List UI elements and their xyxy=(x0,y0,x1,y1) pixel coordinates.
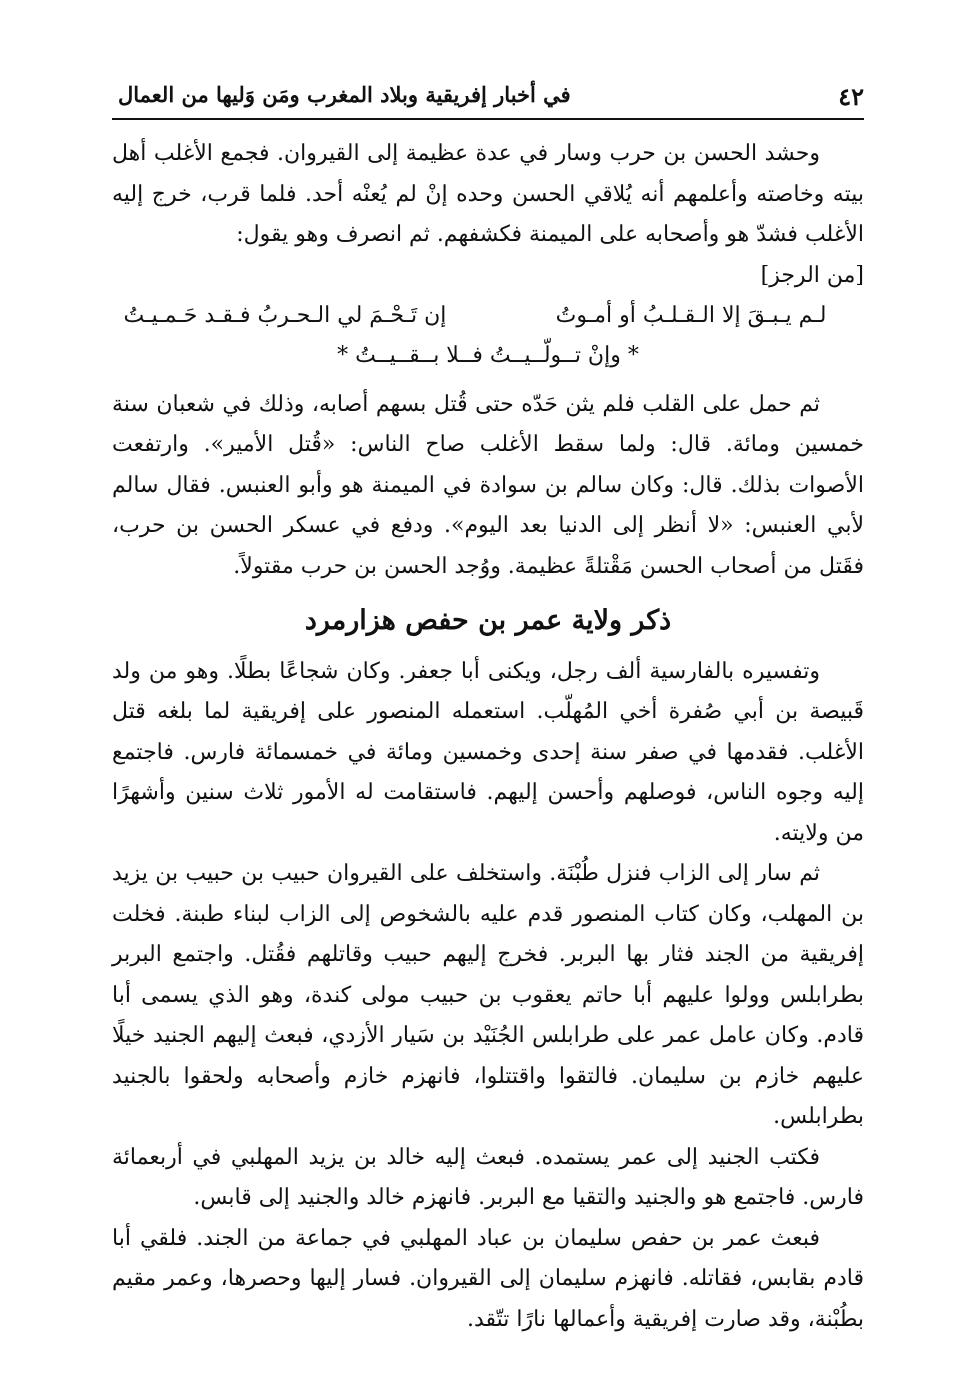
paragraph: ثم حمل على القلب فلم يثن حَدّه حتى قُتل بسهم أصابه، وذلك في شعبان سنة خمسين ومائة. قال: ولما سقط الأغلب صاح الناس: «قُتل الأمير». وارتفعت الأصوات بذلك. قال: وكان سالم بن سوادة في الميمنة هو وأبو العنبس. فقال سالم لأبي العنبس: «لا أنظر إلى الدنيا بعد اليوم». ودفع في عسكر الحسن بن حرب، فقَتل من أصحاب الحسن مَقْتلةً عظيمة. ووُجد الحسن بن حرب مقتولاً. xyxy=(112,391,864,579)
paragraph: فكتب الجنيد إلى عمر يستمده. فبعث إليه خالد بن يزيد المهلبي في أربعمائة فارس. فاجتمع هو والجنيد والتقيا مع البربر. فانهزم خالد والجنيد إلى قابس. xyxy=(112,1144,864,1210)
paragraph: فبعث عمر بن حفص سليمان بن عباد المهلبي في جماعة من الجند. فلقي أبا قادم بقابس، فقاتله. فانهزم سليمان إلى القيروان. فسار إليها وحصرها، وعمر مقيم بطُبْنة، وقد صارت إفريقية وأعمالها نارًا تتّقد. xyxy=(112,1225,864,1332)
page-body xyxy=(112,134,864,1340)
paragraph: وحشد الحسن بن حرب وسار في عدة عظيمة إلى القيروان. فجمع الأغلب أهل بيته وخاصته وأعلمهم أنه يُلاقي الحسن وحده إنْ لم يُعنْه أحد. فلما قرب، خرج إليه الأغلب فشدّ هو وأصحابه على الميمنة فكشفهم. ثم انصرف وهو يقول: xyxy=(112,141,864,247)
page-header xyxy=(112,78,864,120)
verse-hemistich: إن تَـحْـمَ لي الـحـربُ فـقـد حَـمـيـتُ xyxy=(123,303,447,328)
paragraph: وتفسيره بالفارسية ألف رجل، ويكنى أبا جعفر. وكان شجاعًا بطلًا. وهو من ولد قَبيصة بن أبي صُفرة أخي المُهلّب. استعمله المنصور على إفريقية لما بلغه قتل الأغلب. فقدمها في صفر سنة إحدى وخمسين ومائة في خمسمائة فارس. فاجتمع إليه وجوه الناس، فوصلهم وأحسن إليهم. فاستقامت له الأمور ثلاث سنين وأشهرًا من ولايته. xyxy=(112,658,865,846)
paragraph: ثم سار إلى الزاب فنزل طُبْنَة. واستخلف على القيروان حبيب بن حبيب بن يزيد بن المهلب، وكان كتاب المنصور قدم عليه بالشخوص إلى الزاب لبناء طبنة. فخلت إفريقية من الجند فثار بها البربر. فخرج إليهم حبيب وقاتلهم فقُتل. واجتمع البربر بطرابلس وولوا عليهم أبا حاتم يعقوب بن حبيب مولى كندة، وهو الذي يسمى أبا قادم. وكان عامل عمر على طرابلس الجُنَيْد بن سَيار الأزدي، فبعث إليهم الجنيد خيلًا عليهم خازم بن سليمان. فالتقوا واقتتلوا، فانهزم خازم وأصحابه ولحقوا بالجنيد بطرابلس. xyxy=(112,861,864,1129)
verse-line xyxy=(112,296,864,336)
verse-hemistich: لـم يـبـقَ إلا الـقـلـبُ أو أمـوتُ xyxy=(555,303,827,328)
running-title: في أخبار إفريقية وبلاد المغرب ومَن وَليها من العمال xyxy=(118,82,571,107)
section-heading: ذكر ولاية عمر بن حفص هزارمرد xyxy=(304,605,672,636)
verse-meter-tag: [من الرجز] xyxy=(760,262,864,288)
page-number: ٤٢ xyxy=(838,82,864,111)
verse-line: * وإنْ تــولّــيــتُ فــلا بــقــيــتُ * xyxy=(337,343,639,368)
